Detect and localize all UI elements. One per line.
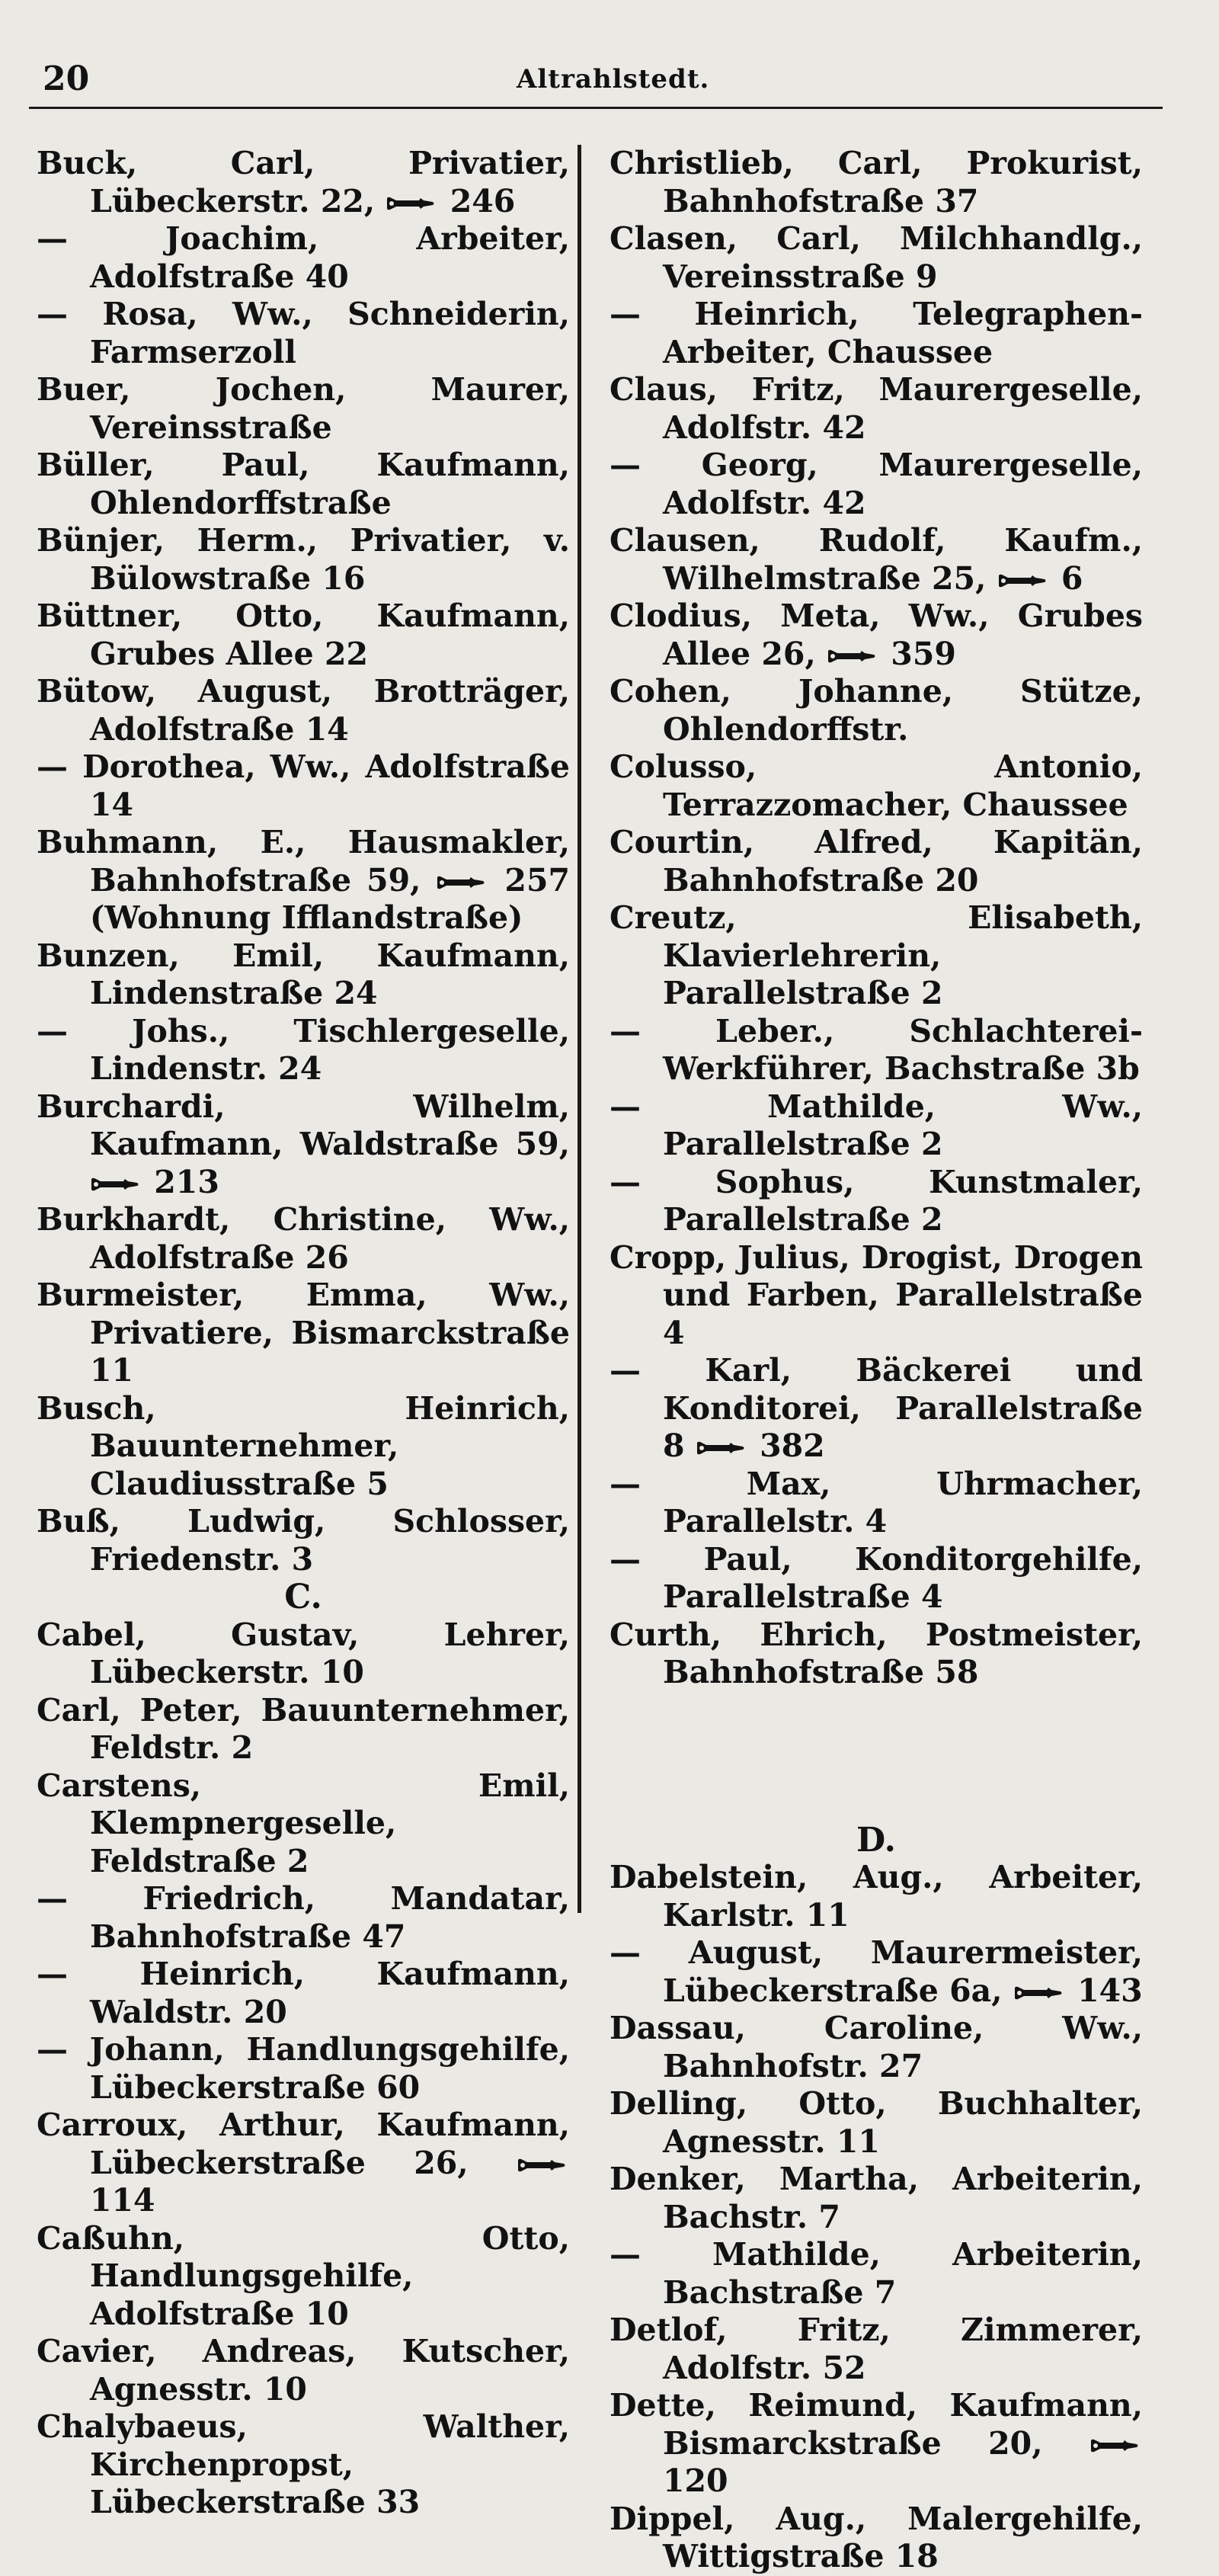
right-entries-after xyxy=(610,1859,1143,2576)
directory-entry: — Heinrich, Kaufmann, Waldstr. 20 xyxy=(37,1956,570,2030)
directory-entry: Christlieb, Carl, Prokurist, Bahnhofstraße 37 xyxy=(610,145,1143,219)
directory-entry: Chalybaeus, Walther, Kirchenpropst, Lübeckerstraße 33 xyxy=(37,2408,570,2520)
directory-entry: Dippel, Aug., Malergehilfe, Wittigstraße 18 xyxy=(610,2500,1143,2574)
left-column xyxy=(37,145,570,2522)
directory-entry: Buck, Carl, Privatier, Lübeckerstr. 22, 246 xyxy=(37,145,570,219)
directory-entry: — Joachim, Arbeiter, Adolfstraße 40 xyxy=(37,220,570,295)
directory-entry: Colusso, Antonio, Terrazzomacher, Chaussee xyxy=(610,748,1143,823)
column-divider xyxy=(578,145,581,1913)
directory-entry: Claus, Fritz, Maurergeselle, Adolfstr. 42 xyxy=(610,371,1143,446)
pointing-hand-telephone-icon xyxy=(90,1175,140,1193)
directory-entry: Büttner, Otto, Kaufmann, Grubes Allee 22 xyxy=(37,598,570,672)
directory-entry: Buß, Ludwig, Schlosser, Friedenstr. 3 xyxy=(37,1503,570,1578)
directory-entry: — August, Maurermeister, Lübeckerstraße 6a, 143 xyxy=(610,1934,1143,2009)
directory-entry: Courtin, Alfred, Kapitän, Bahnhofstraße 20 xyxy=(610,824,1143,899)
directory-entry: Clodius, Meta, Ww., Grubes Allee 26, 359 xyxy=(610,598,1143,672)
directory-entry: Carstens, Emil, Klempnergeselle, Feldstraße 2 xyxy=(37,1767,570,1879)
directory-entry: Carl, Peter, Bauunternehmer, Feldstr. 2 xyxy=(37,1691,570,1766)
right-entries-before xyxy=(610,145,1143,1692)
directory-entry: Bünjer, Herm., Privatier, v. Bülowstraße 16 xyxy=(37,522,570,597)
directory-entry: — Mathilde, Arbeiterin, Bachstraße 7 xyxy=(610,2236,1143,2311)
page-number: 20 xyxy=(43,59,90,98)
directory-entry: — Friedrich, Mandatar, Bahnhofstraße 47 xyxy=(37,1880,570,1955)
section-letter-c: C. xyxy=(284,1578,322,1616)
directory-entry: Burmeister, Emma, Ww., Privatiere, Bismarckstraße 11 xyxy=(37,1277,570,1389)
directory-entry: Denker, Martha, Arbeiterin, Bachstr. 7 xyxy=(610,2161,1143,2235)
directory-entry: Detlof, Fritz, Zimmerer, Adolfstr. 52 xyxy=(610,2312,1143,2386)
pointing-hand-telephone-icon xyxy=(827,647,877,665)
running-head: Altrahlstedt. xyxy=(517,64,710,95)
section-spacer xyxy=(610,1692,1143,1821)
pointing-hand-telephone-icon xyxy=(1013,1984,1064,2002)
directory-entry: — Karl, Bäckerei und Konditorei, Parallelstraße 8 382 xyxy=(610,1352,1143,1464)
directory-entry: Curth, Ehrich, Postmeister, Bahnhofstraße 58 xyxy=(610,1616,1143,1690)
page-header xyxy=(29,53,1163,109)
directory-entry: — Mathilde, Ww., Parallelstraße 2 xyxy=(610,1088,1143,1162)
directory-entry: — Johs., Tischlergeselle, Lindenstr. 24 xyxy=(37,1012,570,1087)
directory-entry: Busch, Heinrich, Bauunternehmer, Claudiusstraße 5 xyxy=(37,1389,570,1502)
directory-entry: Dette, Reimund, Kaufmann, Bismarckstraße 20, 120 xyxy=(610,2387,1143,2499)
directory-entry: — Leber., Schlachterei-Werkführer, Bachstraße 3b xyxy=(610,1012,1143,1087)
directory-entry: Creutz, Elisabeth, Klavierlehrerin, Parallelstraße 2 xyxy=(610,899,1143,1011)
directory-entry: Büller, Paul, Kaufmann, Ohlendorffstraße xyxy=(37,447,570,521)
directory-entry: Cavier, Andreas, Kutscher, Agnesstr. 10 xyxy=(37,2333,570,2408)
directory-entry: Delling, Otto, Buchhalter, Agnesstr. 11 xyxy=(610,2085,1143,2160)
pointing-hand-telephone-icon xyxy=(517,2156,567,2174)
pointing-hand-telephone-icon xyxy=(1089,2437,1140,2455)
directory-entry: Buhmann, E., Hausmakler, Bahnhofstraße 59, 257 (Wohnung Ifflandstraße) xyxy=(37,824,570,936)
directory-entry: — Dorothea, Ww., Adolfstraße 14 xyxy=(37,748,570,823)
directory-entry: — Sophus, Kunstmaler, Parallelstraße 2 xyxy=(610,1163,1143,1238)
left-entries-after xyxy=(37,1616,570,2522)
left-entries-before xyxy=(37,145,570,1578)
directory-entry: Buer, Jochen, Maurer, Vereinsstraße xyxy=(37,371,570,446)
directory-entry: — Heinrich, Telegraphen-Arbeiter, Chaussee xyxy=(610,296,1143,370)
section-letter-d: D. xyxy=(856,1820,896,1860)
directory-entry: Dassau, Caroline, Ww., Bahnhofstr. 27 xyxy=(610,2010,1143,2084)
directory-entry: Caßuhn, Otto, Handlungsgehilfe, Adolfstraße 10 xyxy=(37,2219,570,2332)
directory-entry: — Paul, Konditorgehilfe, Parallelstraße 4 xyxy=(610,1540,1143,1615)
pointing-hand-telephone-icon xyxy=(696,1439,746,1457)
directory-entry: Bütow, August, Brotträger, Adolfstraße 14 xyxy=(37,673,570,748)
directory-entry: Burchardi, Wilhelm, Kaufmann, Waldstraße 59, 213 xyxy=(37,1088,570,1200)
right-column xyxy=(610,145,1143,2576)
directory-entry: — Rosa, Ww., Schneiderin, Farmserzoll xyxy=(37,296,570,370)
directory-entry: Clausen, Rudolf, Kaufm., Wilhelmstraße 25, 6 xyxy=(610,522,1143,597)
directory-entry: Cabel, Gustav, Lehrer, Lübeckerstr. 10 xyxy=(37,1616,570,1690)
pointing-hand-telephone-icon xyxy=(386,194,436,213)
directory-entry: Burkhardt, Christine, Ww., Adolfstraße 26 xyxy=(37,1201,570,1276)
directory-entry: — Georg, Maurergeselle, Adolfstr. 42 xyxy=(610,447,1143,521)
directory-entry: Carroux, Arthur, Kaufmann, Lübeckerstraße 26, 114 xyxy=(37,2107,570,2219)
directory-entry: Dabelstein, Aug., Arbeiter, Karlstr. 11 xyxy=(610,1859,1143,1934)
directory-entry: — Max, Uhrmacher, Parallelstr. 4 xyxy=(610,1465,1143,1540)
directory-entry: Clasen, Carl, Milchhandlg., Vereinsstraße 9 xyxy=(610,220,1143,295)
pointing-hand-telephone-icon xyxy=(436,873,486,892)
directory-entry: — Johann, Handlungsgehilfe, Lübeckerstraße 60 xyxy=(37,2031,570,2106)
directory-entry: Bunzen, Emil, Kaufmann, Lindenstraße 24 xyxy=(37,937,570,1011)
directory-entry: Cropp, Julius, Drogist, Drogen und Farben, Parallelstraße 4 xyxy=(610,1238,1143,1351)
directory-entry: Cohen, Johanne, Stütze, Ohlendorffstr. xyxy=(610,673,1143,748)
pointing-hand-telephone-icon xyxy=(997,572,1048,590)
